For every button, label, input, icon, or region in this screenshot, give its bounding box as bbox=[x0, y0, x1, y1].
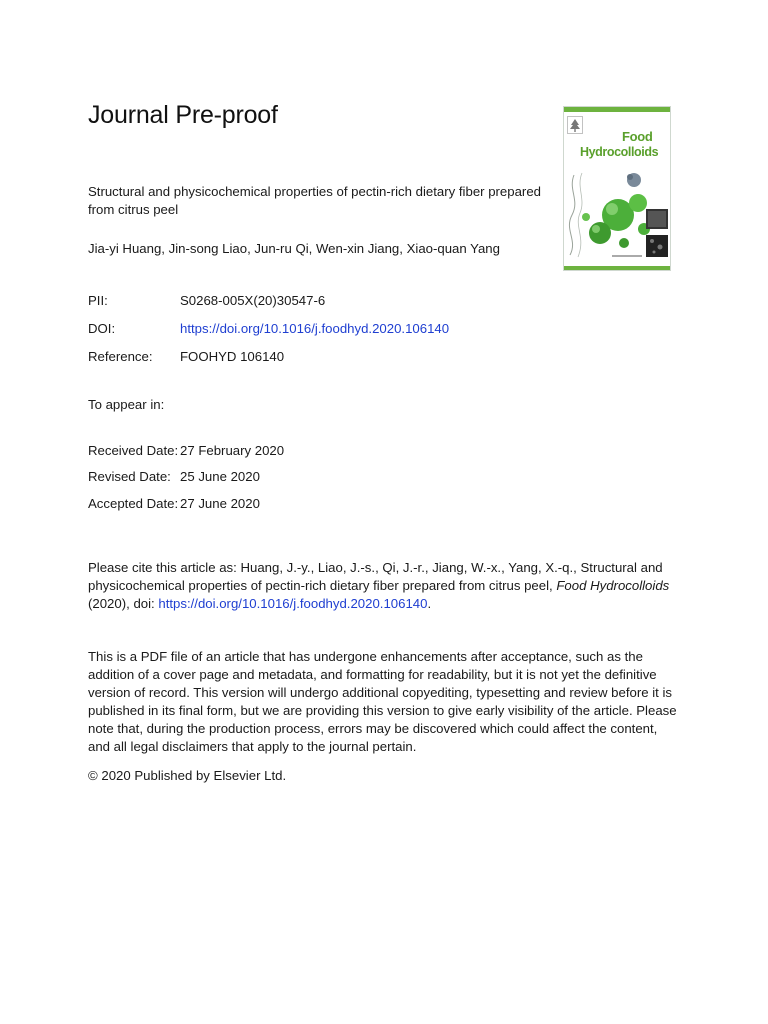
pre-proof-notice: This is a PDF file of an article that has undergone enhancements after acceptance, such as the addition of a cover page and metadata, and formatting for readability, but it is not yet the definitive version of record. This version will undergo additional copyediting, typesetting and review before it is published in its final form, but we are providing this version to give early visibility of the article. Please note that, during the production process, errors may be discovered which could affect the content, and all legal disclaimers that apply to the journal pertain. bbox=[88, 649, 677, 754]
citation-doi-link[interactable]: https://doi.org/10.1016/j.foodhyd.2020.106140 bbox=[158, 596, 428, 611]
revised-date-label: Revised Date: bbox=[88, 469, 171, 484]
reference-row bbox=[88, 349, 285, 364]
cover-bottom-band bbox=[564, 266, 670, 270]
revised-date-row bbox=[88, 469, 260, 484]
received-date-label: Received Date: bbox=[88, 443, 179, 458]
accepted-date-row bbox=[88, 496, 260, 511]
citation-year: (2020), doi: bbox=[88, 596, 159, 611]
reference-label: Reference: bbox=[88, 349, 153, 364]
citation-end: . bbox=[427, 596, 432, 611]
doi-link[interactable]: https://doi.org/10.1016/j.foodhyd.2020.106140 bbox=[180, 321, 450, 336]
reference-value: FOOHYD 106140 bbox=[180, 349, 285, 364]
pii-row bbox=[88, 293, 326, 308]
doi-label: DOI: bbox=[88, 321, 116, 336]
journal-cover bbox=[563, 106, 671, 271]
citation-text: Please cite this article as: Huang, J.-y., Liao, J.-s., Qi, J.-r., Jiang, W.-x., Yang, X.-q., Structural and physicochemical properties of pectin-rich dietary fiber prepared from citrus peel, bbox=[88, 560, 663, 593]
citation-journal: Food Hydrocolloids bbox=[556, 578, 670, 593]
citation-paragraph bbox=[88, 559, 678, 613]
cover-title-hydrocolloids: Hydrocolloids bbox=[580, 145, 659, 159]
doi-row bbox=[88, 321, 450, 336]
cover-title-food: Food bbox=[622, 129, 653, 144]
revised-date-value: 25 June 2020 bbox=[180, 469, 260, 484]
article-title: Structural and physicochemical properties of pectin-rich dietary fiber prepared from citrus peel bbox=[88, 184, 541, 217]
accepted-date-label: Accepted Date: bbox=[88, 496, 179, 511]
pii-value: S0268-005X(20)30547-6 bbox=[180, 293, 326, 308]
cover-top-band bbox=[564, 107, 670, 112]
received-date-value: 27 February 2020 bbox=[180, 443, 285, 458]
publisher-tree-logo-icon bbox=[567, 116, 583, 134]
accepted-date-value: 27 June 2020 bbox=[180, 496, 260, 511]
article-authors: Jia-yi Huang, Jin-song Liao, Jun-ru Qi, Wen-xin Jiang, Xiao-quan Yang bbox=[88, 241, 500, 256]
cover-molecule-illustration-icon bbox=[564, 165, 670, 265]
copyright-line: © 2020 Published by Elsevier Ltd. bbox=[88, 768, 287, 783]
received-date-row bbox=[88, 443, 285, 458]
to-appear-in-label: To appear in: bbox=[88, 397, 165, 412]
page-title: Journal Pre-proof bbox=[88, 101, 278, 129]
pii-label: PII: bbox=[88, 293, 108, 308]
